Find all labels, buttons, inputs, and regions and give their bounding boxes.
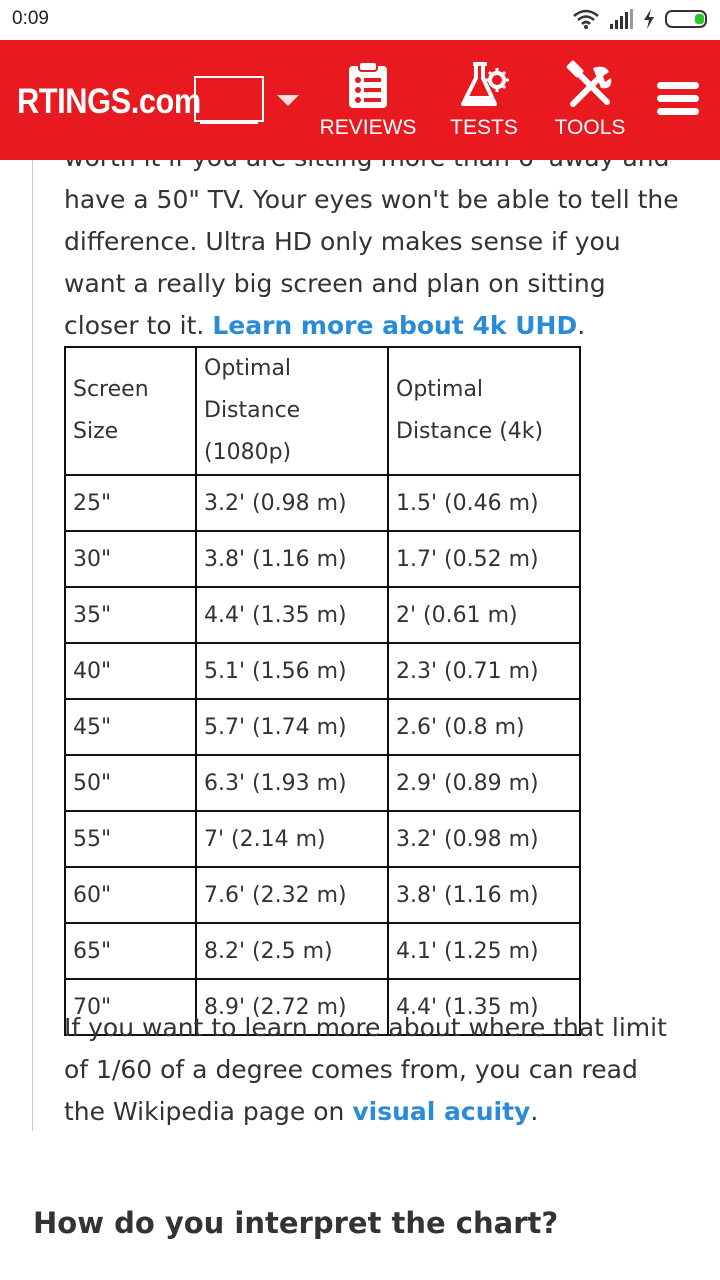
clipboard-checklist-icon [343, 60, 393, 110]
nav-tests[interactable] [450, 40, 518, 160]
cell-optimal-4k: 4.1' (1.25 m) [388, 923, 580, 979]
nav-reviews[interactable] [319, 40, 417, 160]
intro-paragraph [64, 137, 684, 347]
menu-icon[interactable] [657, 82, 699, 120]
outro-text: If you want to learn more about where that limit of 1/60 of a degree comes from, you can read the Wikipedia page on [64, 1013, 667, 1126]
cell-screen-size: 55" [65, 811, 196, 867]
distance-table [64, 346, 581, 1036]
table-row [65, 755, 580, 811]
cell-screen-size: 40" [65, 643, 196, 699]
status-bar [0, 0, 720, 40]
charging-bolt-icon [642, 8, 656, 30]
wifi-icon [572, 8, 600, 30]
table-row [65, 867, 580, 923]
menu-bar [657, 82, 699, 89]
cell-screen-size: 60" [65, 867, 196, 923]
cell-optimal-1080p: 3.2' (0.98 m) [196, 475, 388, 531]
site-logo[interactable]: RTINGS.com [17, 82, 201, 121]
cell-optimal-4k: 3.8' (1.16 m) [388, 867, 580, 923]
cell-optimal-4k: 1.5' (0.46 m) [388, 475, 580, 531]
table-row [65, 811, 580, 867]
nav-tools-label: TOOLS [554, 116, 626, 139]
table-header-row [65, 347, 580, 475]
cell-screen-size: 35" [65, 587, 196, 643]
cell-optimal-1080p: 5.7' (1.74 m) [196, 699, 388, 755]
nav-tests-label: TESTS [450, 116, 518, 139]
cell-optimal-4k: 3.2' (0.98 m) [388, 811, 580, 867]
cell-optimal-4k: 2.6' (0.8 m) [388, 699, 580, 755]
menu-bar [657, 95, 699, 102]
chevron-down-icon[interactable] [277, 95, 299, 106]
cell-screen-size: 65" [65, 923, 196, 979]
header-optimal-1080p: Optimal Distance (1080p) [196, 347, 388, 475]
cell-optimal-1080p: 6.3' (1.93 m) [196, 755, 388, 811]
wrench-hammer-icon [565, 60, 615, 110]
cell-screen-size: 45" [65, 699, 196, 755]
table-row [65, 475, 580, 531]
nav-reviews-label: REVIEWS [319, 116, 417, 139]
status-time: 0:09 [12, 8, 49, 29]
table-row [65, 699, 580, 755]
nav-tools[interactable] [556, 40, 624, 160]
table-row [65, 531, 580, 587]
cell-screen-size: 70" [65, 979, 196, 1035]
visual-acuity-link[interactable]: visual acuity [352, 1097, 531, 1126]
cell-optimal-1080p: 5.1' (1.56 m) [196, 643, 388, 699]
cell-optimal-4k: 2.9' (0.89 m) [388, 755, 580, 811]
cell-optimal-4k: 4.4' (1.35 m) [388, 979, 580, 1035]
cell-screen-size: 25" [65, 475, 196, 531]
battery-icon [664, 8, 710, 30]
table-row [65, 587, 580, 643]
cell-optimal-1080p: 4.4' (1.35 m) [196, 587, 388, 643]
tv-stand [200, 120, 258, 124]
outro-paragraph [64, 1007, 684, 1133]
cell-optimal-1080p: 8.9' (2.72 m) [196, 979, 388, 1035]
signal-icon [608, 8, 634, 30]
cell-optimal-1080p: 3.8' (1.16 m) [196, 531, 388, 587]
cell-optimal-4k: 2' (0.61 m) [388, 587, 580, 643]
menu-bar [657, 108, 699, 115]
cell-optimal-4k: 1.7' (0.52 m) [388, 531, 580, 587]
blockquote-rule [32, 160, 33, 1131]
cell-optimal-1080p: 7' (2.14 m) [196, 811, 388, 867]
site-header [0, 40, 720, 160]
flask-gear-icon [459, 60, 509, 110]
header-optimal-4k: Optimal Distance (4k) [388, 347, 580, 475]
cell-optimal-4k: 2.3' (0.71 m) [388, 643, 580, 699]
cell-screen-size: 30" [65, 531, 196, 587]
cell-screen-size: 50" [65, 755, 196, 811]
cell-optimal-1080p: 8.2' (2.5 m) [196, 923, 388, 979]
intro-text: have a 50" TV. Your eyes won't be able to tell the difference. Ultra HD only makes sense if you want a really big screen and plan on sitting closer to it. [64, 185, 679, 340]
status-icons [572, 8, 710, 30]
section-heading: How do you interpret the chart? [33, 1206, 559, 1240]
outro-end: . [530, 1097, 539, 1126]
table-row [65, 643, 580, 699]
table-row [65, 923, 580, 979]
cell-optimal-1080p: 7.6' (2.32 m) [196, 867, 388, 923]
intro-end: . [577, 311, 586, 340]
header-screen-size: Screen Size [65, 347, 196, 475]
learn-more-4k-link[interactable]: Learn more about 4k UHD [212, 311, 578, 340]
tv-selector-icon[interactable] [194, 76, 264, 122]
